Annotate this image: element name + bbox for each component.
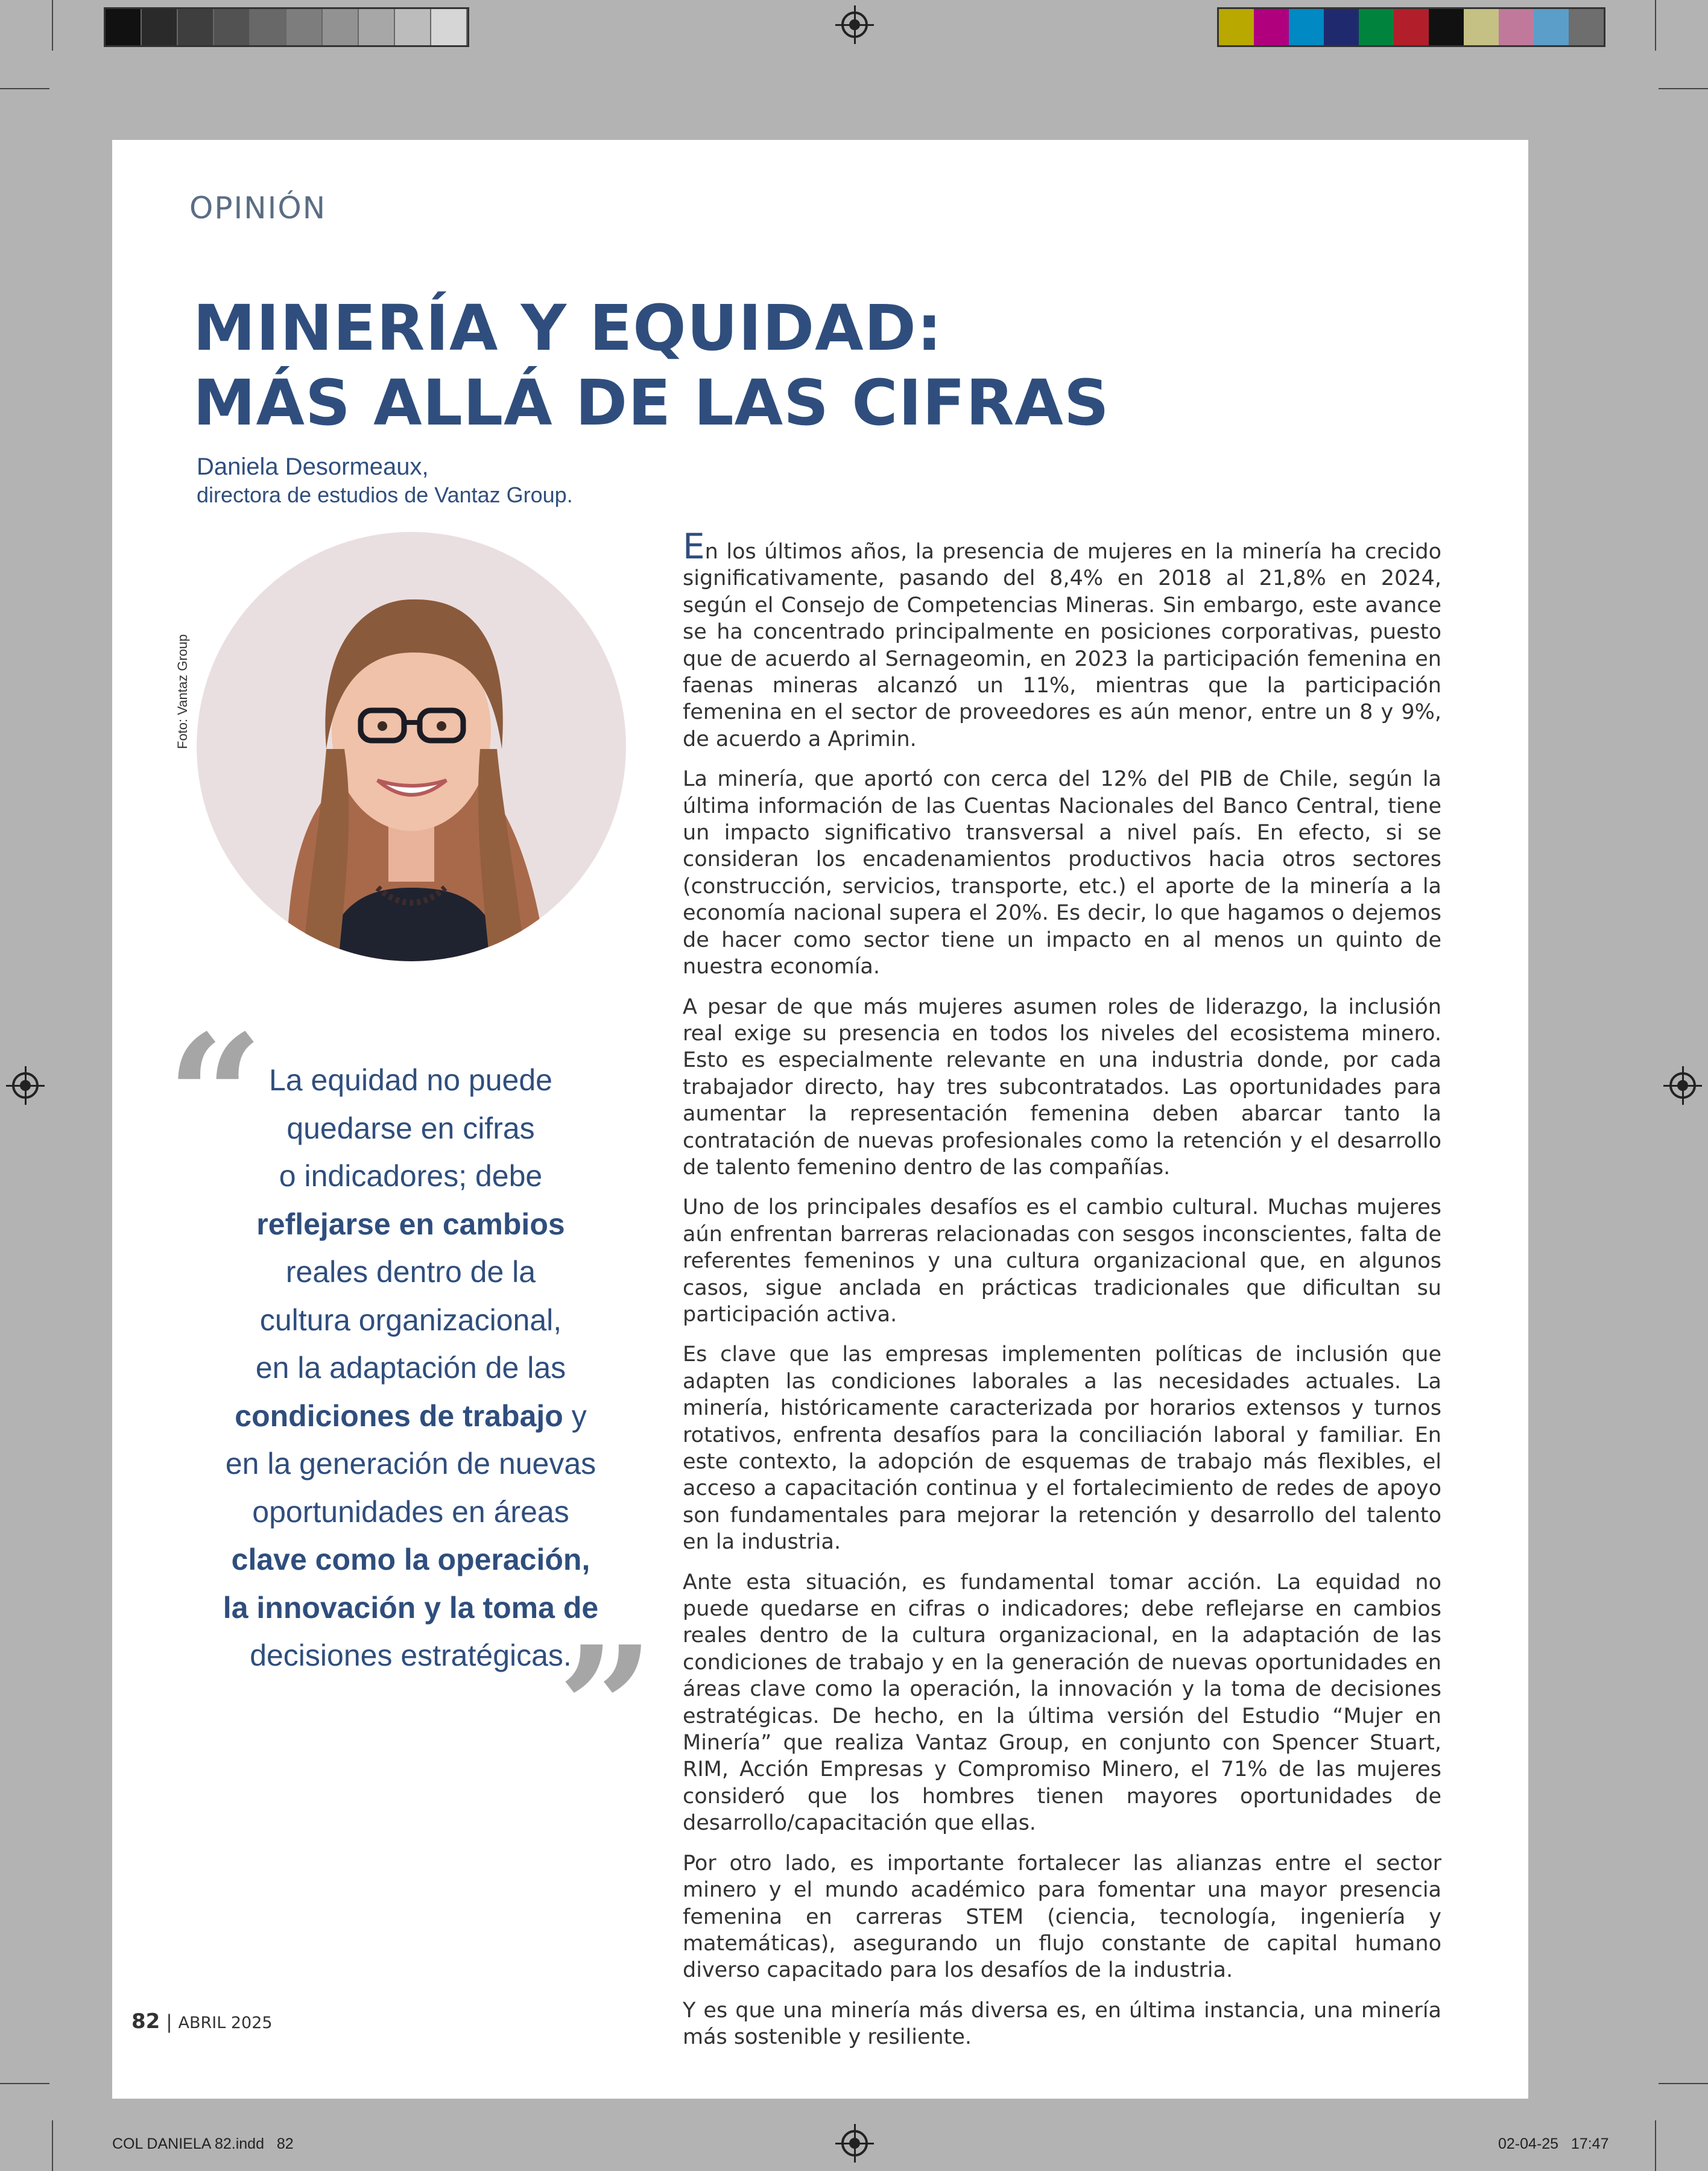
paragraph: Ante esta situación, es fundamental tomar acción. La equidad no puede quedarse en cifras o indicadores; debe reflejarse en cambios reales dentro de la cultura organizacional, en la adaptación de las condiciones de trabajo y en la generación de nuevas oportunidades en áreas clave como la operación, la innovación y la toma de decisiones estratégicas. De hecho, en la última versión del Estudio “Mujer en Minería” que realiza Vantaz Group, en conjunto con Spencer Stuart, RIM, Acción Empresas y Compromiso Minero, el 71% de las mujeres consideró que los hombres tienen mayores oportunidades de desarrollo/capacitación que ellas. — [683, 1570, 1441, 1836]
author-name: Daniela Desormeaux, — [197, 453, 429, 480]
calibration-swatch — [1429, 9, 1464, 45]
calibration-swatch — [1394, 9, 1429, 45]
calibration-swatch — [1289, 9, 1324, 45]
pull-quote-line: cultura organizacional, — [259, 1303, 562, 1337]
paragraph: Por otro lado, es importante fortalecer las alianzas entre el sector minero y el mundo académico para fomentar una mayor presencia femenina en carreras STEM (ciencia, tecnología, ingeniería y matemáticas), asegurando un flujo constante de capital humano diverso capacitado para los desafíos de la industria. — [683, 1851, 1441, 1983]
color-calibration-strip — [1217, 7, 1605, 47]
crop-mark — [0, 2083, 49, 2084]
crop-mark — [1655, 2120, 1656, 2171]
pull-quote-line: reales dentro de la — [285, 1255, 536, 1289]
drop-cap: E — [683, 526, 705, 567]
close-quote-icon: ” — [557, 1610, 655, 1808]
author-portrait — [197, 532, 626, 961]
registration-mark-left-icon — [12, 1072, 39, 1099]
crop-mark — [0, 88, 49, 89]
crop-mark — [1659, 88, 1708, 89]
article-title — [193, 291, 1110, 440]
pull-quote-line: o indicadores; debe — [279, 1159, 543, 1193]
calibration-swatch — [250, 9, 286, 45]
title-line-1: MINERÍA Y EQUIDAD: — [193, 291, 943, 365]
paragraph: Es clave que las empresas implementen políticas de inclusión que adapten las condiciones laborales a las necesidades actuales. La minería, históricamente caracterizada por horarios extensos y turnos rotativos, enfrenta desafíos para la conciliación laboral y familiar. En este contexto, la adopción de esquemas de trabajo más flexibles, el acceso a capacitación continua y el fortalecimiento de redes de apoyo son fundamentales para mejorar la retención y desarrollo del talento en la industria. — [683, 1342, 1441, 1555]
calibration-swatch — [214, 9, 250, 45]
registration-mark-bottom-icon — [841, 2130, 868, 2157]
calibration-swatch — [395, 9, 431, 45]
print-slug-filename: COL DANIELA 82.indd 82 — [112, 2135, 294, 2152]
pull-quote-line — [172, 1201, 649, 1249]
photo-credit: Foto: Vantaz Group — [175, 634, 190, 749]
calibration-swatch — [1324, 9, 1359, 45]
paragraph: La minería, que aportó con cerca del 12% del PIB de Chile, según la última información de las Cuentas Nacionales del Banco Central, tiene un impacto significativo transversal a nivel país. En efecto, si se consideran los encadenamientos productivos hacia otros sectores (construcción, servicios, transporte, etc.) el aporte de la minería a la economía nacional supera el 20%. Es decir, lo que hagamos o dejemos de hacer como sector tiene un impacto en al menos un quinto de nuestra economía. — [683, 767, 1441, 979]
calibration-swatch — [142, 9, 178, 45]
registration-mark-right-icon — [1669, 1072, 1696, 1099]
calibration-swatch — [1254, 9, 1289, 45]
calibration-swatch — [359, 9, 395, 45]
pull-quote-emphasis: condiciones de trabajo — [235, 1398, 563, 1433]
paragraph: Uno de los principales desafíos es el cambio cultural. Muchas mujeres aún enfrentan barreras relacionadas con sesgos inconscientes, falta de referentes femeninos y una cultura organizacional que, en algunos casos, sigue anclada en prácticas tradicionales que dificultan su participación activa. — [683, 1195, 1441, 1327]
crop-mark — [1659, 2083, 1708, 2084]
pull-quote-emphasis: la innovación y la toma de — [223, 1590, 599, 1625]
pull-quote-line: decisiones estratégicas. — [250, 1639, 572, 1672]
grayscale-calibration-strip — [104, 7, 469, 47]
pull-quote-line: condiciones de trabajo y — [235, 1398, 587, 1433]
calibration-swatch — [286, 9, 323, 45]
calibration-swatch — [1464, 9, 1499, 45]
pull-quote-emphasis: reflejarse en cambios — [256, 1207, 565, 1241]
pull-quote-emphasis: clave como la operación, — [231, 1543, 590, 1576]
portrait-photo-icon — [197, 532, 626, 961]
author-role: directora de estudios de Vantaz Group. — [197, 482, 573, 507]
open-quote-icon: “ — [166, 998, 264, 1196]
print-slug-date: 02-04-25 17:47 — [1498, 2135, 1609, 2152]
issue-date: ABRIL 2025 — [178, 2014, 273, 2032]
paragraph: A pesar de que más mujeres asumen roles de liderazgo, la inclusión real exige su presencia en todos los niveles del ecosistema minero. Esto es especialmente relevante en una industria donde, por cada trabajador directo, hay tres subcontratados. Las oportunidades para aumentar la representación femenina deben abarcar tanto la contratación de nuevas profesionales como la retención y el desarrollo de talento femenino dentro de las compañías. — [683, 994, 1441, 1180]
article-body — [683, 526, 1441, 2064]
title-line-2: MÁS ALLÁ DE LAS CIFRAS — [193, 366, 1110, 440]
calibration-swatch — [1534, 9, 1569, 45]
page-number: 82 — [131, 2009, 160, 2034]
page-footer — [131, 2009, 273, 2034]
paragraph: Y es que una minería más diversa es, en última instancia, una minería más sostenible y resiliente. — [683, 1998, 1441, 2050]
calibration-swatch — [431, 9, 467, 45]
calibration-swatch — [1569, 9, 1604, 45]
pull-quote-line: quedarse en cifras — [286, 1111, 535, 1145]
magazine-page — [112, 140, 1528, 2099]
pull-quote-line: oportunidades en áreas — [252, 1494, 569, 1529]
calibration-swatch — [323, 9, 359, 45]
calibration-swatch — [1499, 9, 1534, 45]
calibration-swatch — [1219, 9, 1254, 45]
registration-mark-top-icon — [841, 11, 868, 38]
pull-quote-line — [172, 1536, 649, 1584]
crop-mark — [1655, 0, 1656, 51]
pull-quote-line: La equidad no puede — [269, 1063, 552, 1097]
author-byline — [197, 452, 573, 509]
crop-mark — [52, 0, 53, 51]
crop-mark — [52, 2120, 53, 2171]
calibration-swatch — [1359, 9, 1394, 45]
footer-separator: | — [166, 2011, 172, 2033]
calibration-swatch — [178, 9, 214, 45]
pull-quote-line: en la adaptación de las — [255, 1351, 566, 1385]
paragraph: En los últimos años, la presencia de mujeres en la minería ha crecido significativamente, pasando del 8,4% en 2018 al 21,8% en 2024, según el Consejo de Competencias Mineras. Sin embargo, este avance se ha concentrado principalmente en posiciones corporativas, puesto que de acuerdo al Sernageomin, en 2023 la participación femenina en faenas mineras alcanzó un 11%, mientras que la participación femenina en el sector de proveedores es aún menor, entre un 8 y 9%, de acuerdo a Aprimin. — [683, 526, 1441, 751]
pull-quote — [172, 1057, 649, 1680]
pull-quote-line: en la generación de nuevas — [225, 1447, 596, 1481]
section-label: OPINIÓN — [189, 191, 327, 226]
calibration-swatch — [106, 9, 142, 45]
